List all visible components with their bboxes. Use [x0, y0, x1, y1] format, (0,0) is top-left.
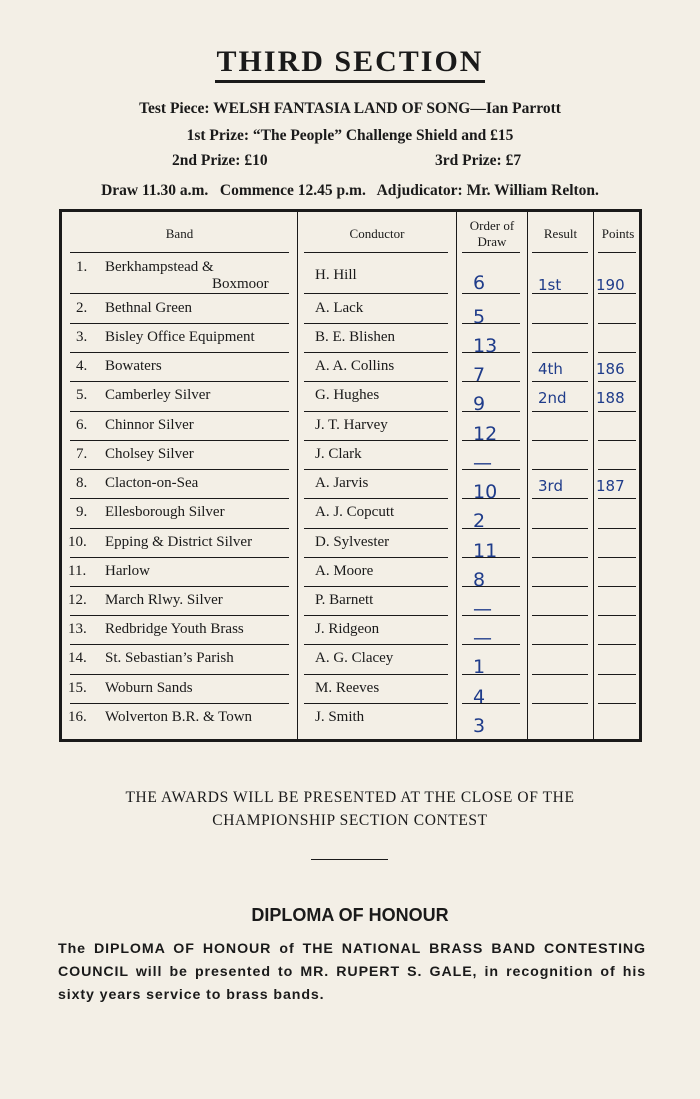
- draw-order-handwritten: —: [473, 627, 492, 649]
- first-prize: 1st Prize: “The People” Challenge Shield and £15: [186, 127, 514, 144]
- conductor-name: A. Lack: [315, 300, 364, 316]
- row-rule: [598, 557, 636, 558]
- row-number: 13.: [68, 621, 87, 637]
- row-rule: [598, 252, 636, 253]
- row-rule: [462, 411, 520, 412]
- row-rule: [70, 557, 289, 558]
- draw-order-handwritten: 1: [473, 656, 486, 678]
- row-rule: [70, 586, 289, 587]
- conductor-name: J. Ridgeon: [315, 621, 380, 637]
- row-number: 2.: [76, 300, 88, 316]
- row-number: 10.: [68, 534, 87, 550]
- row-rule: [462, 252, 520, 253]
- row-rule: [532, 528, 588, 529]
- row-rule: [598, 411, 636, 412]
- band-name: Woburn Sands: [105, 680, 193, 696]
- draw-order-handwritten: 6: [473, 272, 486, 294]
- draw-order-handwritten: —: [473, 452, 492, 474]
- row-rule: [532, 252, 588, 253]
- conductor-name: M. Reeves: [315, 680, 380, 696]
- draw-order-handwritten: 10: [473, 481, 498, 503]
- header-result: Result: [543, 226, 578, 241]
- row-rule: [532, 586, 588, 587]
- row-rule: [70, 411, 289, 412]
- row-rule: [532, 469, 588, 470]
- conductor-name: J. T. Harvey: [315, 417, 388, 433]
- band-name: Redbridge Youth Brass: [105, 621, 244, 637]
- band-name-continued: Boxmoor: [212, 276, 269, 292]
- row-rule: [532, 644, 588, 645]
- band-name: Epping & District Silver: [105, 534, 253, 550]
- draw-order-handwritten: 4: [473, 686, 486, 708]
- row-rule: [598, 644, 636, 645]
- header-points: Points: [601, 226, 635, 241]
- schedule: Draw 11.30 a.m. Commence 12.45 p.m. Adjudicator: Mr. William Relton.: [101, 182, 599, 199]
- row-rule: [532, 323, 588, 324]
- row-rule: [598, 674, 636, 675]
- divider: [311, 859, 388, 860]
- third-prize: 3rd Prize: £7: [435, 152, 522, 169]
- conductor-name: B. E. Blishen: [315, 329, 396, 345]
- row-rule: [70, 323, 289, 324]
- awards-note-line2: CHAMPIONSHIP SECTION CONTEST: [212, 812, 488, 829]
- row-rule: [70, 352, 289, 353]
- row-rule: [70, 674, 289, 675]
- band-name: Cholsey Silver: [105, 446, 194, 462]
- row-number: 16.: [68, 709, 87, 725]
- points-handwritten: 188: [596, 389, 625, 407]
- conductor-name: A. Moore: [315, 563, 374, 579]
- row-number: 8.: [76, 475, 88, 491]
- row-rule: [70, 615, 289, 616]
- row-number: 5.: [76, 387, 88, 403]
- band-name: Chinnor Silver: [105, 417, 194, 433]
- row-rule: [598, 469, 636, 470]
- conductor-name: A. Jarvis: [315, 475, 369, 491]
- row-number: 1.: [76, 259, 88, 275]
- row-rule: [532, 440, 588, 441]
- conductor-name: P. Barnett: [315, 592, 374, 608]
- row-rule: [304, 469, 448, 470]
- draw-order-handwritten: 2: [473, 510, 486, 532]
- row-rule: [304, 674, 448, 675]
- row-rule: [462, 381, 520, 382]
- row-rule: [598, 615, 636, 616]
- draw-order-handwritten: 3: [473, 715, 486, 737]
- second-prize: 2nd Prize: £10: [172, 152, 268, 169]
- row-number: 7.: [76, 446, 88, 462]
- points-handwritten: 186: [596, 360, 625, 378]
- row-rule: [462, 586, 520, 587]
- row-rule: [598, 703, 636, 704]
- draw-order-handwritten: 8: [473, 569, 486, 591]
- band-name: Wolverton B.R. & Town: [105, 709, 253, 725]
- conductor-name: J. Smith: [315, 709, 365, 725]
- conductor-name: A. G. Clacey: [315, 650, 394, 666]
- conductor-name: G. Hughes: [315, 387, 380, 403]
- header-band: Band: [165, 226, 194, 241]
- row-rule: [70, 469, 289, 470]
- draw-order-handwritten: 12: [473, 423, 498, 445]
- result-handwritten: 3rd: [538, 477, 563, 495]
- draw-order-handwritten: 5: [473, 306, 486, 328]
- row-number: 11.: [68, 563, 87, 579]
- band-name: March Rlwy. Silver: [105, 592, 223, 608]
- row-rule: [304, 586, 448, 587]
- band-name: Ellesborough Silver: [105, 504, 225, 520]
- draw-order-handwritten: 9: [473, 393, 486, 415]
- row-rule: [70, 440, 289, 441]
- header-order-of-draw: Order of Draw: [469, 218, 515, 249]
- row-rule: [598, 528, 636, 529]
- row-rule: [304, 557, 448, 558]
- row-rule: [532, 411, 588, 412]
- results-table: [59, 209, 642, 742]
- points-handwritten: 187: [596, 477, 625, 495]
- band-name: Bowaters: [105, 358, 162, 374]
- row-rule: [598, 440, 636, 441]
- row-rule: [598, 498, 636, 499]
- row-number: 6.: [76, 417, 88, 433]
- diploma-title: DIPLOMA OF HONOUR: [251, 905, 449, 925]
- conductor-name: H. Hill: [315, 267, 357, 283]
- row-number: 9.: [76, 504, 88, 520]
- row-rule: [532, 557, 588, 558]
- row-rule: [532, 498, 588, 499]
- column-divider: [297, 212, 298, 739]
- row-rule: [304, 411, 448, 412]
- band-name: Harlow: [105, 563, 150, 579]
- draw-order-handwritten: 11: [473, 540, 498, 562]
- conductor-name: J. Clark: [315, 446, 362, 462]
- row-number: 15.: [68, 680, 87, 696]
- test-piece: Test Piece: WELSH FANTASIA LAND OF SONG—Ian Parrott: [139, 100, 561, 117]
- band-name: Berkhampstead &: [105, 259, 214, 275]
- row-rule: [462, 293, 520, 294]
- row-rule: [598, 586, 636, 587]
- row-rule: [304, 293, 448, 294]
- draw-order-handwritten: —: [473, 598, 492, 620]
- row-rule: [304, 252, 448, 253]
- row-rule: [304, 352, 448, 353]
- row-rule: [598, 352, 636, 353]
- section-title-wrap: [0, 44, 700, 83]
- row-rule: [462, 323, 520, 324]
- column-divider: [456, 212, 457, 739]
- draw-order-handwritten: 13: [473, 335, 498, 357]
- row-rule: [304, 644, 448, 645]
- row-rule: [70, 381, 289, 382]
- row-rule: [304, 615, 448, 616]
- row-rule: [70, 528, 289, 529]
- diploma-text: The DIPLOMA OF HONOUR of THE NATIONAL BRASS BAND CONTESTING COUNCIL will be presented to MR. RUPERT S. GALE, in recognition of his sixty years service to brass bands.: [58, 941, 646, 1003]
- row-number: 3.: [76, 329, 88, 345]
- row-rule: [70, 293, 289, 294]
- row-rule: [532, 381, 588, 382]
- row-rule: [532, 352, 588, 353]
- band-name: Bisley Office Equipment: [105, 329, 255, 345]
- row-rule: [532, 674, 588, 675]
- row-number: 4.: [76, 358, 88, 374]
- result-handwritten: 4th: [538, 360, 563, 378]
- row-rule: [304, 528, 448, 529]
- row-rule: [532, 703, 588, 704]
- row-rule: [304, 381, 448, 382]
- conductor-name: A. A. Collins: [315, 358, 395, 374]
- row-number: 12.: [68, 592, 87, 608]
- draw-order-handwritten: 7: [473, 364, 486, 386]
- row-rule: [304, 703, 448, 704]
- band-name: Camberley Silver: [105, 387, 211, 403]
- row-rule: [70, 252, 289, 253]
- result-handwritten: 1st: [538, 276, 562, 294]
- row-rule: [598, 323, 636, 324]
- row-rule: [70, 498, 289, 499]
- row-rule: [462, 528, 520, 529]
- conductor-name: D. Sylvester: [315, 534, 390, 550]
- row-rule: [70, 703, 289, 704]
- row-rule: [598, 381, 636, 382]
- row-rule: [462, 703, 520, 704]
- band-name: St. Sebastian’s Parish: [105, 650, 234, 666]
- row-rule: [304, 440, 448, 441]
- band-name: Bethnal Green: [105, 300, 193, 316]
- row-rule: [532, 615, 588, 616]
- result-handwritten: 2nd: [538, 389, 567, 407]
- row-number: 14.: [68, 650, 87, 666]
- band-name: Clacton-on-Sea: [105, 475, 199, 491]
- awards-note-line1: THE AWARDS WILL BE PRESENTED AT THE CLOSE OF THE: [125, 789, 575, 806]
- points-handwritten: 190: [596, 276, 625, 294]
- header-conductor: Conductor: [349, 226, 405, 241]
- column-divider: [593, 212, 594, 739]
- row-rule: [304, 323, 448, 324]
- section-title: THIRD SECTION: [215, 44, 486, 83]
- row-rule: [70, 644, 289, 645]
- conductor-name: A. J. Copcutt: [315, 504, 395, 520]
- row-rule: [462, 674, 520, 675]
- row-rule: [304, 498, 448, 499]
- column-divider: [527, 212, 528, 739]
